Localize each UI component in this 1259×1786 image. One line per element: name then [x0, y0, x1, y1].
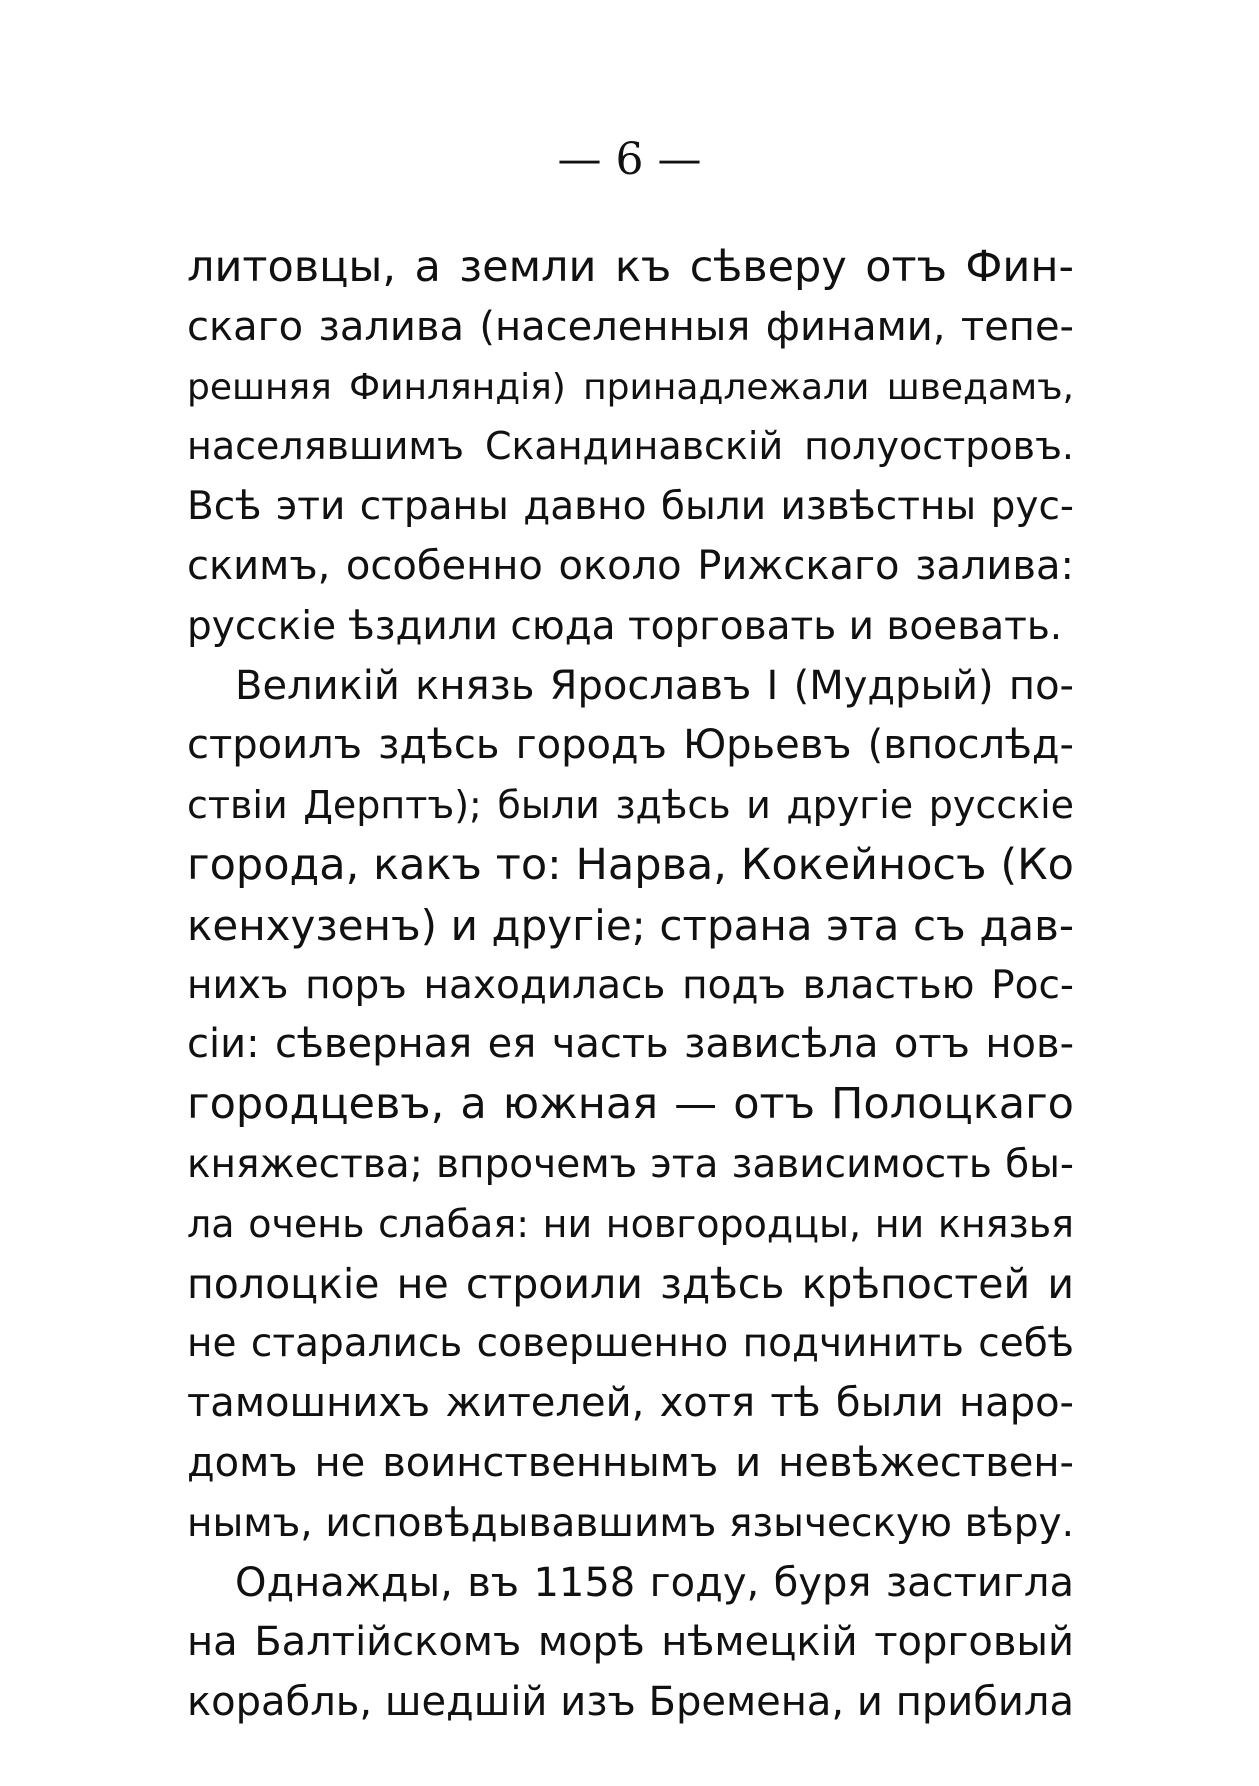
text-line: на Балтійскомъ морѣ нѣмецкій торговый — [187, 1619, 1074, 1666]
text-line: полоцкіе не строили здѣсь крѣпостей и — [187, 1259, 1074, 1308]
text-line: строилъ здѣсь городъ Юрьевъ (впослѣд- — [187, 722, 1074, 769]
text-line: Однажды, въ 1158 году, буря застигла — [235, 1559, 1074, 1606]
text-line: не старались совершенно подчинить себѣ — [187, 1321, 1074, 1367]
text-line: ла очень слабая: ни новгородцы, ни князья — [187, 1201, 1074, 1246]
text-line: литовцы, а земли къ сѣверу отъ Фин- — [187, 242, 1074, 292]
text-line: населявшимъ Скандинавскій полуостровъ. — [187, 424, 1074, 469]
text-line: скимъ, особенно около Рижскаго залива: — [187, 542, 1074, 589]
body-text — [187, 238, 1074, 1733]
text-line: ствіи Дерптъ); были здѣсь и другіе русскіе — [187, 783, 1074, 828]
page-number: — 6 — — [557, 134, 702, 185]
text-line: княжества; впрочемъ эта зависимость бы- — [187, 1141, 1074, 1187]
text-line: кенхузенъ) и другіе; страна эта съ дав- — [187, 900, 1074, 950]
text-line: русскіе ѣздили сюда торговать и воевать. — [187, 603, 1063, 649]
text-line: решняя Финляндія) принадлежали шведамъ, — [187, 366, 1074, 408]
text-line: Великій князь Ярославъ I (Мудрый) по- — [235, 662, 1074, 709]
text-line: сіи: сѣверная ея часть зависѣла отъ нов- — [187, 1021, 1074, 1068]
text-line: корабль, шедшій изъ Бремена, и прибила — [187, 1679, 1074, 1726]
text-line: Всѣ эти страны давно были извѣстны рус- — [187, 484, 1074, 530]
text-line: нихъ поръ находилась подъ властью Рос- — [187, 962, 1074, 1008]
text-line: скаго залива (населенныя финами, тепе- — [187, 303, 1074, 350]
text-line: домъ не воинственнымъ и невѣжествен- — [187, 1439, 1074, 1486]
text-line: городцевъ, а южная — отъ Полоцкаго — [187, 1079, 1074, 1130]
text-line: города, какъ то: Нарва, Кокейносъ (Ко — [187, 839, 1074, 890]
text-line: нымъ, исповѣдывавшимъ языческую вѣру. — [187, 1500, 1074, 1546]
text-line: тамошнихъ жителей, хотя тѣ были наро- — [187, 1380, 1074, 1427]
